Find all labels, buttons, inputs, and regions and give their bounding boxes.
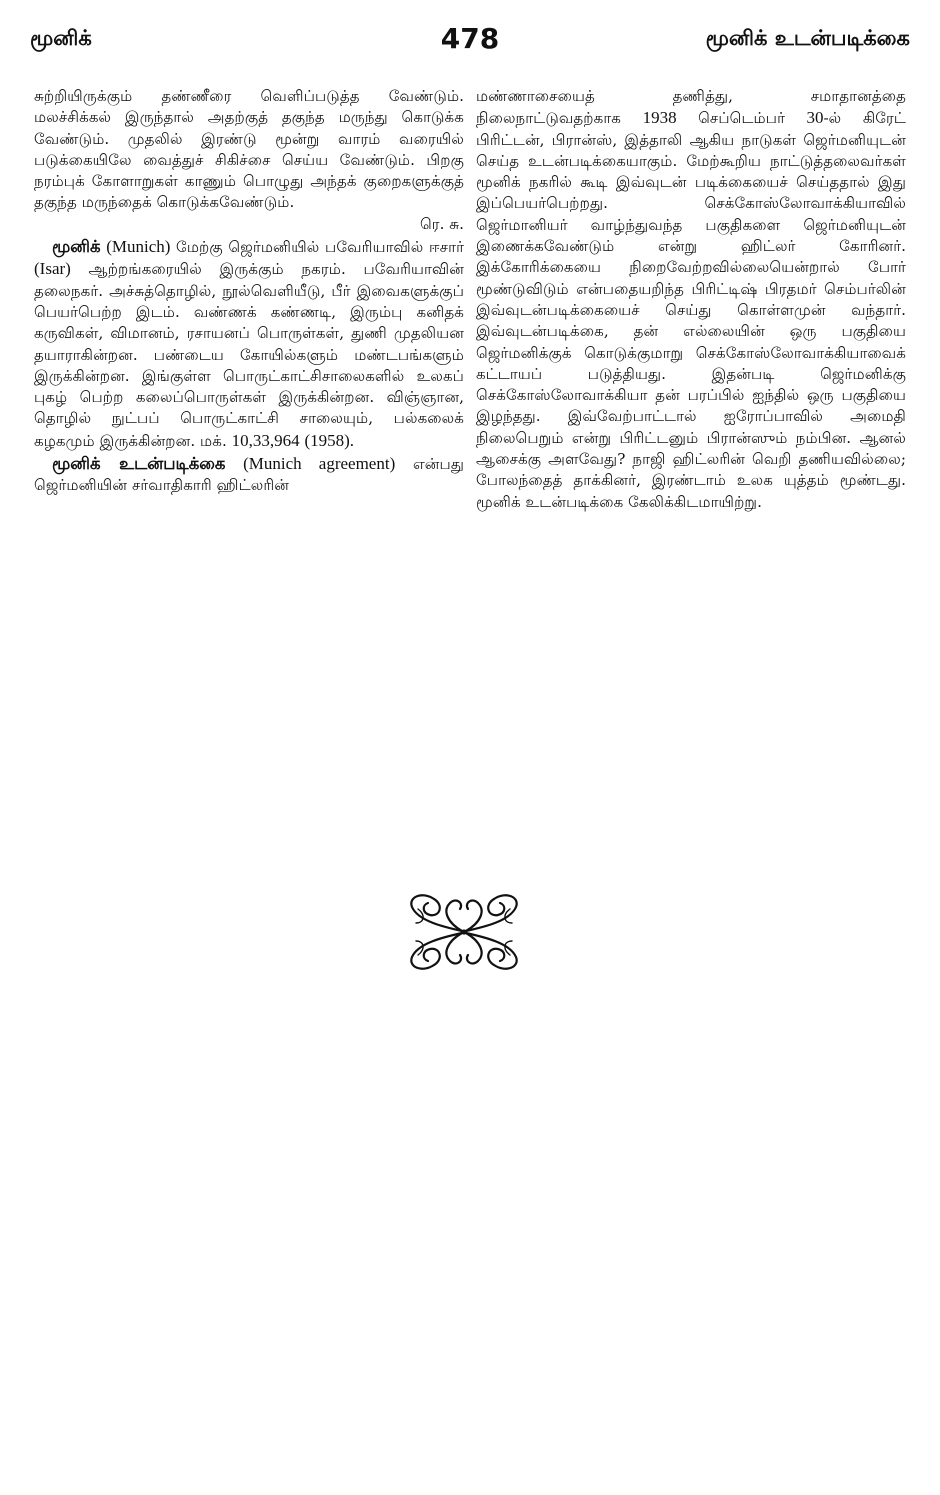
entry-latin-munich: (Munich) xyxy=(106,237,171,257)
population-value: 10,33,964 xyxy=(231,430,300,450)
entry-text: -ல் கிரேட் பிரிட்டன், பிரான்ஸ், இத்தாலி ஆகிய நாடுகள் ஜெர்மனியுடன் செய்த உடன்படிக்கையாகும். மேற்கூறிய நாட்டுத்தலைவர்கள் மூனிக் நகரில் கூடி இவ்வுடன் படிக்கையைச் செய்ததால் இது இப்பெயர்பெற்றது. செக்கோஸ்லோவாக்கியாவில் ஜெர்மானியர் வாழ்ந்துவந்த பகுதிகளை ஜெர்மனியுடன் இணைக்கவேண்டும் என்று ஹிட்லர் கோரினர். இக்கோரிக்கையை நிறைவேற்றவில்லையென்றால் போர் மூண்டுவிடும் என்பதையறிந்த பிரிட்டிஷ் பிரதமர் செம்பர்லின் இவ்வுடன்படிக்கையைச் செய்து கொள்ளமுன் வந்தார். இவ்வுடன்படிக்கை, தன் எல்லையின் ஒரு பகுதியை ஜெர்மனிக்குக் கொடுக்குமாறு செக்கோஸ்லோவாக்கியாவைக் கட்டாயப் படுத்தியது. இதன்படி ஜெர்மனிக்கு செக்கோஸ்லோவாக்கியா தன் பரப்பில் ஐந்தில் ஒரு பகுதியை இழந்தது. இவ்வேற்பாட்டால் ஐரோப்பாவில் அமைதி நிலைபெறும் என்று பிரிட்டனும் பிரான்ஸும் நம்பின. ஆனல் ஆசைக்கு அளவேது? நாஜி ஹிட்லரின் வெறி தணியவில்லை; போலந்தைத் தாக்கினர், இரண்டாம் உலக யுத்தம் மூண்டது. மூனிக் உடன்படிக்கை கேலிக்கிடமாயிற்று. xyxy=(476,109,906,511)
running-head-left: மூனிக் xyxy=(30,26,92,50)
entry-headword-agreement: மூனிக் உடன்படிக்கை xyxy=(52,454,226,474)
entry-headword-munich: மூனிக் xyxy=(52,237,101,257)
entry-munich xyxy=(34,236,464,452)
entry-munich-agreement xyxy=(34,453,464,497)
left-column xyxy=(34,86,464,497)
entry-latin-agreement: (Munich agreement) xyxy=(243,454,396,474)
entry-text: மேற்கு ஜெர்மனியில் பவேரியாவில் ஈசார் xyxy=(170,238,465,257)
agreement-year: 1938 xyxy=(642,108,677,128)
entry-text: மண்ணாசையைத் தணித்து, சமாதானத்தை நிலைநாட்டுவதற்காக xyxy=(476,87,906,128)
author-signature: ரெ. சு. xyxy=(419,214,464,233)
page-number: 478 xyxy=(440,22,500,55)
agreement-day: 30 xyxy=(806,108,824,128)
entry-text: செப்டெம்பர் xyxy=(676,109,807,128)
population-year: (1958). xyxy=(304,430,355,450)
previous-entry-continuation xyxy=(34,86,464,235)
previous-entry-text: சுற்றியிருக்கும் தண்ணீரை வெளிப்படுத்த வேண்டும். மலச்சிக்கல் இருந்தால் அதற்குத் தகுந்த மருந்து கொடுக்க வேண்டும். முதலில் இரண்டு மூன்று வாரம் வரையில் படுக்கையிலே வைத்துச் சிகிச்சை செய்ய வேண்டும். பிறகு நரம்புக் கோளாறுகள் காணும் பொழுது அந்தக் குறைகளுக்குத் தகுந்த மருந்தைக் கொடுக்கவேண்டும். xyxy=(34,87,464,212)
fleuron-ornament-icon xyxy=(404,893,524,971)
entry-latin-isar: (Isar) xyxy=(34,259,71,279)
entry-munich-agreement-continued xyxy=(476,86,906,513)
running-head-right: மூனிக் உடன்படிக்கை xyxy=(705,26,910,50)
right-column xyxy=(476,86,906,513)
entry-text: ஆற்றங்கரையில் இருக்கும் நகரம். பவேரியாவின் தலைநகர். அச்சுத்தொழில், நூல்வெளியீடு, பீர் இவைகளுக்குப் பெயர்பெற்ற இடம். வண்ணக் கண்ணடி, இரும்பு கனிதக் கருவிகள், விமானம், ரசாயனப் பொருள்கள், துணி முதலியன தயாராகின்றன. பண்டைய கோயில்களும் மண்டபங்களும் இருக்கின்றன. இங்குள்ள பொருட்காட்சிசாலைகளில் உலகப் புகழ் பெற்ற கலைப்பொருள்கள் இருக்கின்றன. விஞ்ஞான, தொழில் நுட்பப் பொருட்காட்சி சாலையும், பல்கலைக் கழகமும் இருக்கின்றன. மக். xyxy=(34,260,464,450)
page-header xyxy=(30,22,910,66)
entry-text: என்பது ஜெர்மனியின் சர்வாதிகாரி ஹிட்லரின் xyxy=(34,455,464,495)
